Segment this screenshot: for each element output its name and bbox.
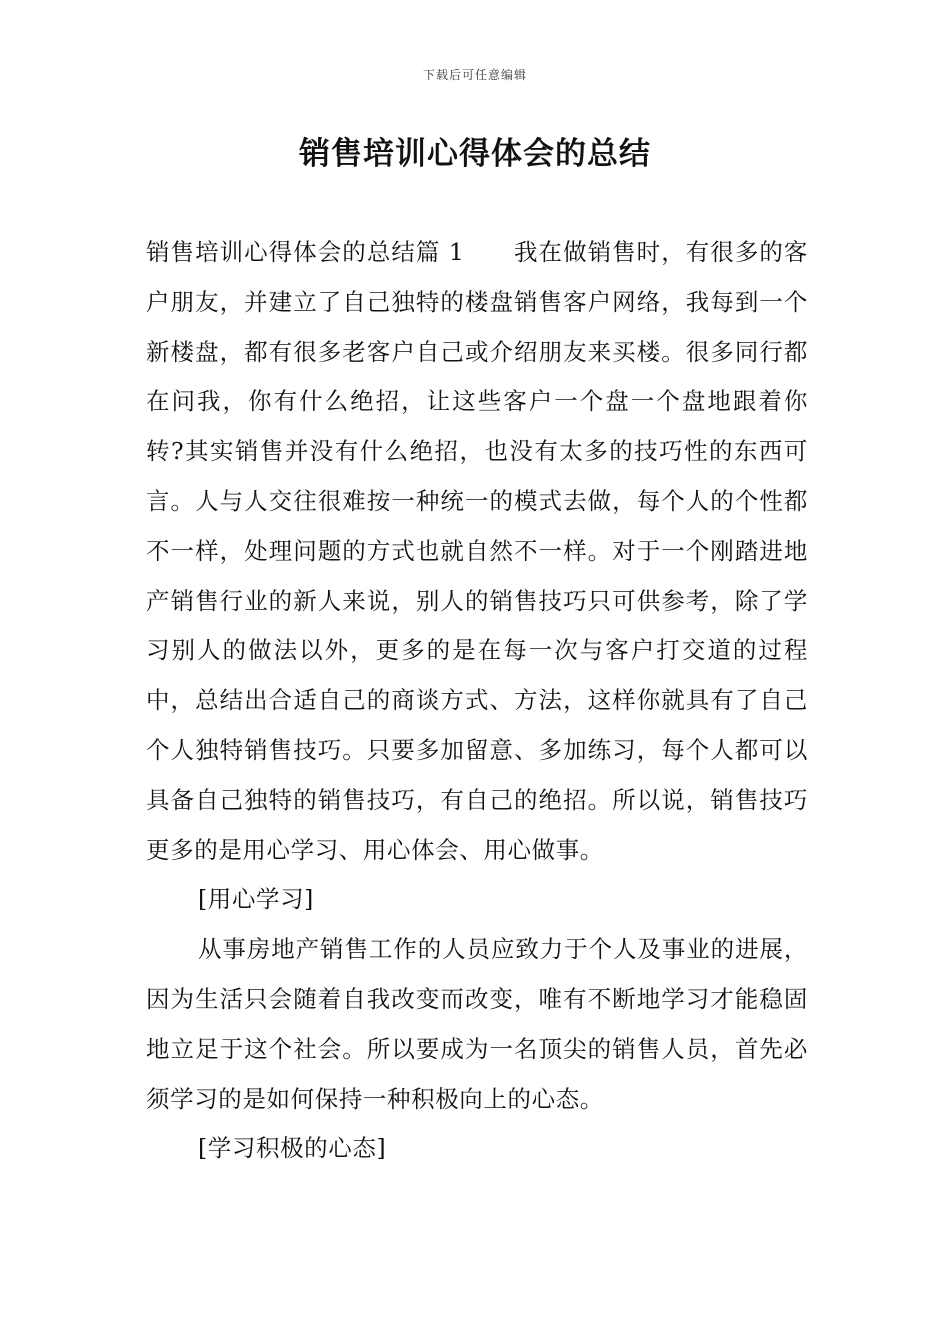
- paragraph-learn: 从事房地产销售工作的人员应致力于个人及事业的进展，因为生活只会随着自我改变而改变，唯有不断地学习才能稳固地立足于这个社会。所以要成为一名顶尖的销售人员，首先必须学习的是如何保持一种积极向上的心态。: [146, 935, 808, 1113]
- document-body: [146, 228, 808, 1174]
- section-heading-attitude: [学习积极的心态]: [198, 1134, 387, 1163]
- document-title: 销售培训心得体会的总结: [299, 136, 651, 172]
- section-heading-learn: [用心学习]: [198, 885, 314, 914]
- header-note: 下载后可任意编辑: [422, 68, 527, 82]
- paragraph-intro: 销售培训心得体会的总结篇 1 我在做销售时，有很多的客户朋友，并建立了自己独特的楼盘销售客户网络，我每到一个新楼盘，都有很多老客户自己或介绍朋友来买楼。很多同行都在问我，你有什么绝招，让这些客户一个盘一个盘地跟着你转?其实销售并没有什么绝招，也没有太多的技巧性的东西可言。人与人交往很难按一种统一的模式去做，每个人的个性都不一样，处理问题的方式也就自然不一样。对于一个刚踏进地产销售行业的新人来说，别人的销售技巧只可供参考，除了学习别人的做法以外，更多的是在每一次与客户打交道的过程中，总结出合适自己的商谈方式、方法，这样你就具有了自己个人独特销售技巧。只要多加留意、多加练习，每个人都可以具备自己独特的销售技巧，有自己的绝招。所以说，销售技巧更多的是用心学习、用心体会、用心做事。: [146, 238, 808, 864]
